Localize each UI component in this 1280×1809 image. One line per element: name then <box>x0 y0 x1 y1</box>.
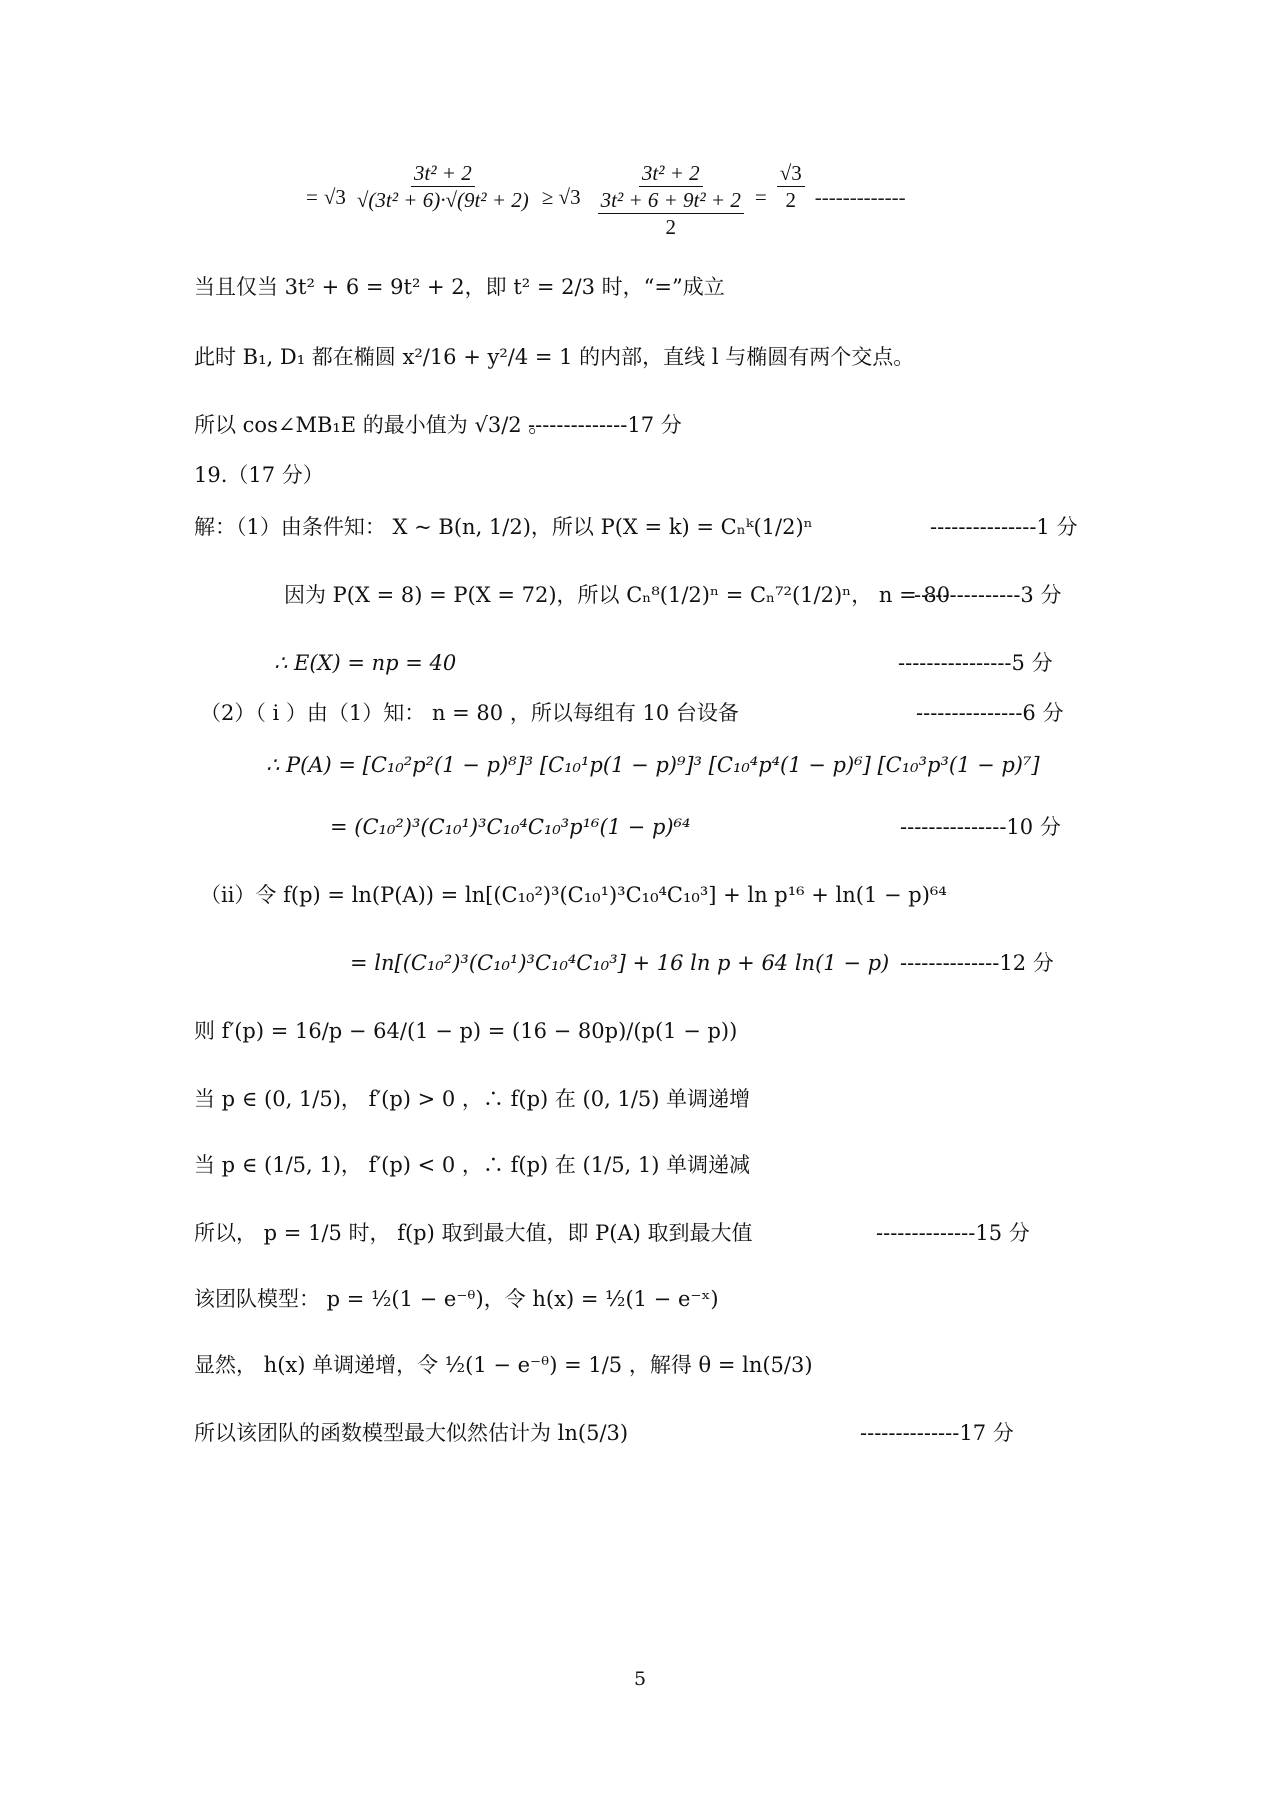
score-17-b: --------------17 分 <box>860 1421 1014 1445</box>
score-6: ---------------6 分 <box>916 701 1064 725</box>
dash-leader: ------------- <box>814 185 906 209</box>
fraction-2-denominator <box>595 187 747 240</box>
solution-part1-line1: 解：（1）由条件知： X ~ B(n, 1/2)，所以 P(X = k) = Cₙᵏ(1/2)ⁿ <box>194 515 813 539</box>
inequality-line <box>306 160 906 250</box>
fraction-1-numerator: 3t² + 2 <box>411 160 475 187</box>
fraction-2-denominator-top: 3t² + 6 + 9t² + 2 <box>598 187 744 214</box>
fraction-1 <box>354 160 532 213</box>
maximum-statement: 所以， p = 1/5 时， f(p) 取到最大值，即 P(A) 取到最大值 <box>194 1221 753 1245</box>
equality-condition: 当且仅当 3t² + 6 = 9t² + 2，即 t² = 2/3 时，“=”成立 <box>194 275 725 299</box>
score-12: --------------12 分 <box>900 951 1054 975</box>
min-cos-statement: 所以 cos∠MB₁E 的最小值为 √3/2 。 <box>194 413 550 437</box>
score-10: ---------------10 分 <box>900 815 1061 839</box>
ge-sqrt3: ≥ √3 <box>541 185 581 209</box>
team-model: 该团队模型： p = ½(1 − e⁻ᶿ)，令 h(x) = ½(1 − e⁻ˣ) <box>194 1287 719 1311</box>
log-expanded: = ln[(C₁₀²)³(C₁₀¹)³C₁₀⁴C₁₀³] + 16 ln p + 64 ln(1 − p) <box>350 951 890 975</box>
expectation-line: ∴ E(X) = np = 40 <box>274 651 457 675</box>
fraction-1-denominator: √(3t² + 6)·√(9t² + 2) <box>356 188 529 212</box>
page-number: 5 <box>633 1668 647 1690</box>
score-1: ---------------1 分 <box>930 515 1078 539</box>
decreasing-interval: 当 p ∈ (1/5, 1)， f′(p) < 0 ，∴ f(p) 在 (1/5, 1) 单调递减 <box>194 1153 751 1177</box>
solution-part1-line2: 因为 P(X = 8) = P(X = 72)，所以 Cₙ⁸(1/2)ⁿ = Cₙ⁷²(1/2)ⁿ， n = 80 <box>284 583 951 607</box>
part2-ii-log: （ii）令 f(p) = ln(P(A)) = ln[(C₁₀²)³(C₁₀¹)³C₁₀⁴C₁₀³] + ln p¹⁶ + ln(1 − p)⁶⁴ <box>200 883 947 907</box>
score-5: ----------------5 分 <box>898 651 1053 675</box>
score-17-a: --------------17 分 <box>528 413 682 437</box>
probability-A-simplified: = (C₁₀²)³(C₁₀¹)³C₁₀⁴C₁₀³p¹⁶(1 − p)⁶⁴ <box>330 815 691 839</box>
score-15: --------------15 分 <box>876 1221 1030 1245</box>
fraction-2 <box>595 160 747 240</box>
equals-sign: = <box>306 185 318 209</box>
sqrt3-coef: √3 <box>323 185 346 209</box>
result-numerator: √3 <box>777 160 805 187</box>
fraction-2-denominator-bottom: 2 <box>665 215 676 239</box>
fraction-2-numerator: 3t² + 2 <box>639 160 703 187</box>
derivative-line: 则 f′(p) = 16/p − 64/(1 − p) = (16 − 80p)/(p(1 − p)) <box>194 1019 738 1043</box>
part2-i-header: （2）（ i ）由（1）知： n = 80 ，所以每组有 10 台设备 <box>200 701 739 725</box>
question-19-header: 19.（17 分） <box>194 463 324 487</box>
result-denominator: 2 <box>785 188 796 212</box>
mle-conclusion: 所以该团队的函数模型最大似然估计为 ln(5/3) <box>194 1421 629 1445</box>
probability-A-product: ∴ P(A) = [C₁₀²p²(1 − p)⁸]³ [C₁₀¹p(1 − p)⁹]³ [C₁₀⁴p⁴(1 − p)⁶] [C₁₀³p³(1 − p)⁷] <box>266 753 1040 777</box>
result-fraction <box>777 160 805 213</box>
equals-sign-2: = <box>754 185 767 209</box>
solve-theta: 显然， h(x) 单调递增，令 ½(1 − e⁻ᶿ) = 1/5 ，解得 θ = ln(5/3) <box>194 1353 813 1377</box>
increasing-interval: 当 p ∈ (0, 1/5)， f′(p) > 0 ，∴ f(p) 在 (0, 1/5) 单调递增 <box>194 1087 751 1111</box>
ellipse-statement: 此时 B₁, D₁ 都在椭圆 x²/16 + y²/4 = 1 的内部，直线 l 与椭圆有两个交点。 <box>194 345 915 369</box>
score-3: ---------------3 分 <box>914 583 1062 607</box>
